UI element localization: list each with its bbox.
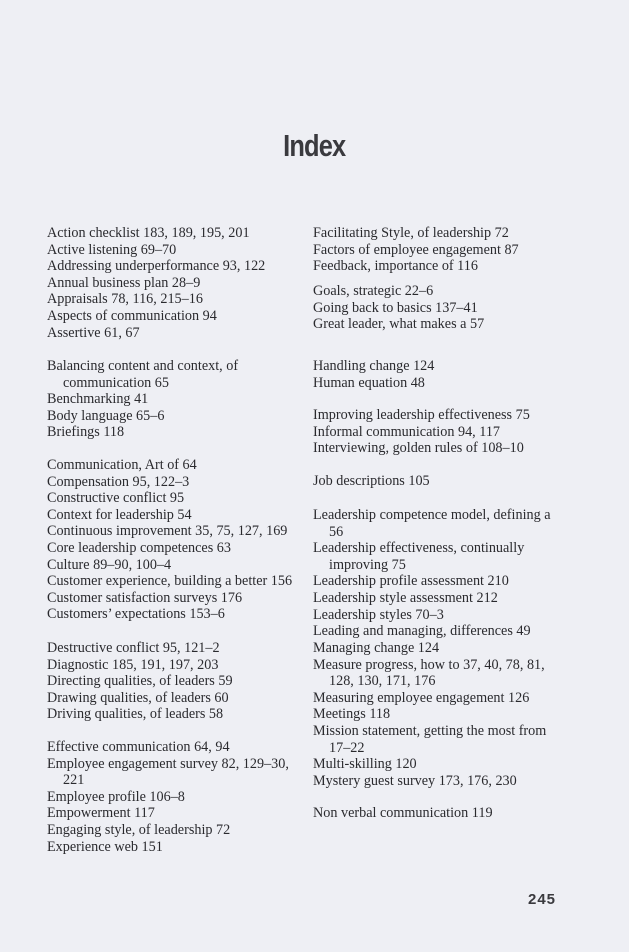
index-entry: Empowerment 117 [47,805,155,822]
index-entry: Drawing qualities, of leaders 60 [47,689,229,706]
index-entry: Communication, Art of 64 [47,457,197,473]
index-entry: Destructive conflict 95, 121–2 [47,640,220,656]
index-entry: Benchmarking 41 [47,391,149,408]
index-entry: Context for leadership 54 [47,506,192,523]
index-entry: Managing change 124 [313,640,440,656]
index-entry: Feedback, importance of 116 [313,258,478,275]
index-entry: Leadership profile assessment 210 [313,573,509,590]
index-entry: Customers’ expectations 153–6 [47,606,225,623]
index-entry: Mystery guest survey 173, 176, 230 [313,772,517,789]
index-entry: Culture 89–90, 100–4 [47,556,172,573]
index-entry: Body language 65–6 [47,407,165,424]
index-entry: Great leader, what makes a 57 [313,316,485,333]
index-entry: Customer satisfaction surveys 176 [47,589,243,606]
index-group [313,407,563,457]
index-entry: Directing qualities, of leaders 59 [47,673,233,690]
index-group [313,805,563,822]
index-group [47,739,309,855]
index-entry: Leading and managing, differences 49 [313,623,531,640]
index-entry: Compensation 95, 122–3 [47,473,190,490]
index-entry: Measuring employee engagement 126 [313,689,530,706]
index-group [313,640,563,789]
index-group [313,507,563,640]
index-group [47,225,309,341]
index-entry: Appraisals 78, 116, 215–16 [47,291,203,308]
index-entry: Constructive conflict 95 [47,490,185,507]
index-entry: Employee profile 106–8 [47,788,185,805]
index-entry: Improving leadership effectiveness 75 [313,407,530,423]
page-title: Index [283,128,346,163]
index-entry: Annual business plan 28–9 [47,274,201,291]
index-entry: Diagnostic 185, 191, 197, 203 [47,656,219,673]
index-group [47,358,309,441]
index-group [47,457,309,623]
index-entry: Interviewing, golden rules of 108–10 [313,440,524,457]
index-entry: Informal communication 94, 117 [313,423,501,440]
index-entry: Experience web 151 [47,838,163,855]
index-entry: Effective communication 64, 94 [47,739,230,755]
index-entry: Aspects of communication 94 [47,307,217,324]
page-number: 245 [528,891,557,908]
index-entry: Multi-skilling 120 [313,756,417,773]
index-entry: Core leadership competences 63 [47,539,231,556]
index-entry: Meetings 118 [313,706,391,723]
index-entry: Facilitating Style, of leadership 72 [313,225,509,241]
index-entry: Leadership competence model, defining a 56 [313,507,551,540]
index-entry: Leadership effectiveness, continually improving 75 [313,540,525,573]
index-entry: Job descriptions 105 [313,473,430,489]
index-entry: Non verbal communication 119 [313,805,493,821]
index-group [47,640,309,723]
index-entry: Engaging style, of leadership 72 [47,821,231,838]
index-entry: Customer experience, building a better 156 [47,573,293,590]
index-entry: Handling change 124 [313,358,435,374]
index-entry: Balancing content and context, of communication 65 [47,358,239,391]
index-group [313,473,563,490]
index-entry: Driving qualities, of leaders 58 [47,706,224,723]
index-entry: Factors of employee engagement 87 [313,241,519,258]
index-entry: Leadership styles 70–3 [313,606,444,623]
index-group [313,283,563,333]
index-group [313,225,563,275]
index-group [313,358,563,391]
index-entry: Going back to basics 137–41 [313,299,478,316]
index-entry: Action checklist 183, 189, 195, 201 [47,225,250,241]
index-entry: Leadership style assessment 212 [313,589,498,606]
index-entry: Goals, strategic 22–6 [313,283,434,299]
index-entry: Active listening 69–70 [47,241,177,258]
index-entry: Assertive 61, 67 [47,324,140,341]
index-entry: Briefings 118 [47,424,125,441]
index-entry: Mission statement, getting the most from 17–22 [313,722,547,756]
index-entry: Continuous improvement 35, 75, 127, 169 [47,523,288,540]
index-entry: Employee engagement survey 82, 129–30, 221 [47,755,289,789]
index-entry: Addressing underperformance 93, 122 [47,258,266,275]
index-entry: Measure progress, how to 37, 40, 78, 81, 128, 130, 171, 176 [313,656,545,690]
index-entry: Human equation 48 [313,374,425,391]
